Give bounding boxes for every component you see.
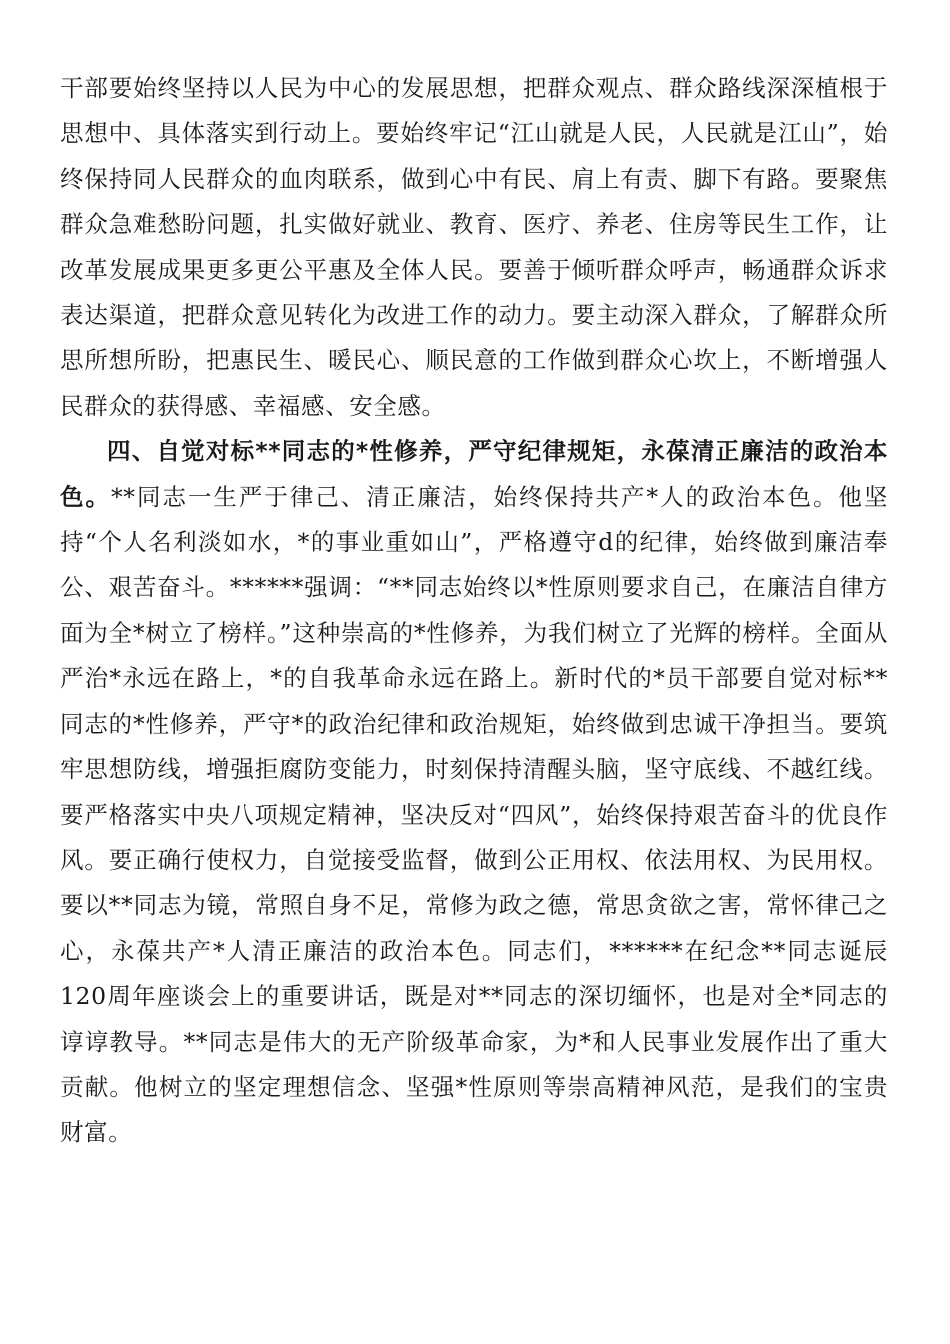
document-page [60, 66, 888, 1156]
body-paragraph-1 [60, 66, 888, 429]
section-four-heading: 四、自觉对标**同志的*性修养，严守纪律规矩，永葆清正廉洁的政治本色。 [60, 437, 888, 511]
section-four-paragraph [60, 429, 888, 1156]
section-four-body: **同志一生严于律己、清正廉洁，始终保持共产*人的政治本色。他坚持“个人名利淡如水，*的事业重如山”，严格遵守d的纪律，始终做到廉洁奉公、艰苦奋斗。******强调：“**同志始终以*性原则要求自己，在廉洁自律方面为全*树立了榜样。”这种崇高的*性修养，为我们树立了光辉的榜样。全面从严治*永远在路上，*的自我革命永远在路上。新时代的*员干部要自觉对标**同志的*性修养，严守*的政治纪律和政治规矩，始终做到忠诚干净担当。要筑牢思想防线，增强拒腐防变能力，时刻保持清醒头脑，坚守底线、不越红线。要严格落实中央八项规定精神，坚决反对“四风”，始终保持艰苦奋斗的优良作风。要正确行使权力，自觉接受监督，做到公正用权、依法用权、为民用权。要以**同志为镜，常照自身不足，常修为政之德，常思贪欲之害，常怀律己之心，永葆共产*人清正廉洁的政治本色。同志们，******在纪念**同志诞辰120周年座谈会上的重要讲话，既是对**同志的深切缅怀，也是对全*同志的谆谆教导。**同志是伟大的无产阶级革命家，为*和人民事业发展作出了重大贡献。他树立的坚定理想信念、坚强*性原则等崇高精神风范，是我们的宝贵财富。 [60, 482, 889, 1147]
paragraph-1-text: 干部要始终坚持以人民为中心的发展思想，把群众观点、群众路线深深植根于思想中、具体落实到行动上。要始终牢记“江山就是人民，人民就是江山”，始终保持同人民群众的血肉联系，做到心中有民、肩上有责、脚下有路。要聚焦群众急难愁盼问题，扎实做好就业、教育、医疗、养老、住房等民生工作，让改革发展成果更多更公平惠及全体人民。要善于倾听群众呼声，畅通群众诉求表达渠道，把群众意见转化为改进工作的动力。要主动深入群众，了解群众所思所想所盼，把惠民生、暖民心、顺民意的工作做到群众心坎上，不断增强人民群众的获得感、幸福感、安全感。 [60, 74, 888, 420]
